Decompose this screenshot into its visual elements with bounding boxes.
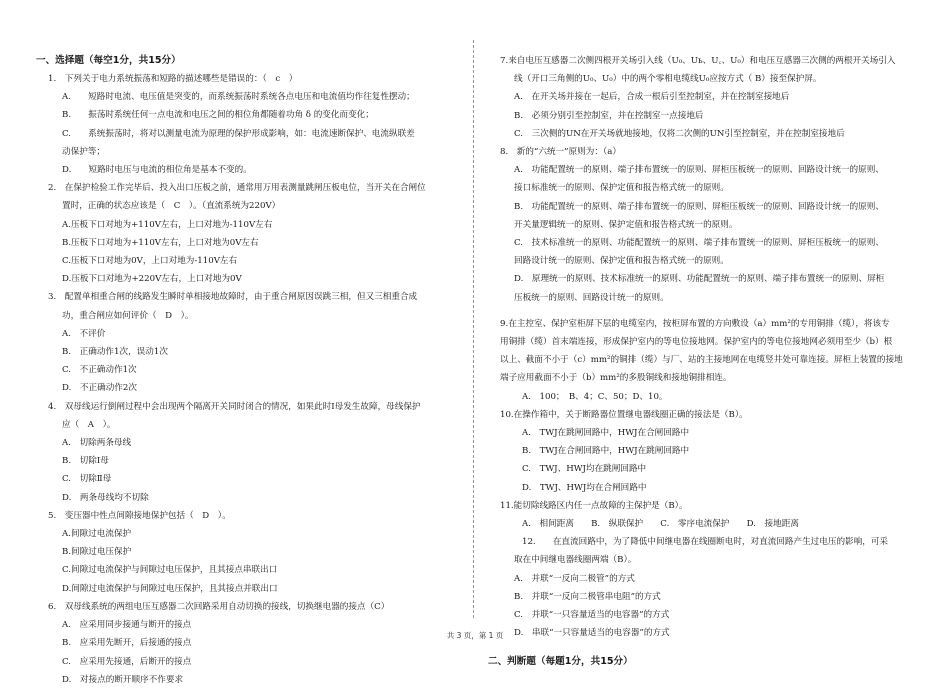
question-line: B.间隙过电压保护 [62,547,132,558]
column-divider [473,40,474,618]
question-line: A. 相间距离 B. 纵联保护 C. 零序电流保护 D. 接地距离 [522,519,799,530]
left-question-list [36,70,464,689]
question-line: A. 应采用同步接通与断开的接点 [62,620,192,631]
question-line: B.压板下口对地为+110V左右，上口对地为0V左右 [62,237,259,248]
question-line: B. 功能配置统一的原则、端子排布置统一的原则、屏柜压板统一的原则、回路设计统一的原则、 [514,201,884,212]
question-line: A. 不评价 [62,328,106,339]
question-line: D.间隙过电流保护与间隙过电压保护，且其接点并联出口 [62,583,278,594]
question-line: 用铜排（缆）首末端连接，形成保护室内的等电位接地网。保护室内的等电位接地网必须用至少（b）根 [500,337,893,348]
question-line: D. TWJ、HWJ均在合闸回路中 [522,482,647,493]
question-line: D. 两条母线均不切除 [62,492,149,503]
question-line: 8. 新的“六统一”原则为：（a） [500,147,621,158]
question-line: 置时，正确的状态应该是（ C ）。（直流系统为220V） [62,201,281,212]
question-line: C. TWJ、HWJ均在跳闸回路中 [522,464,647,475]
question-line: B. 应采用先断开，后接通的接点 [62,638,192,649]
question-line: 4. 双母线运行倒闸过程中会出现两个隔离开关同时闭合的情况，如果此时Ⅰ母发生故障，母线保护 [48,401,421,412]
question-line: B. 切除Ⅰ母 [62,456,109,467]
question-line: 12. 在直流回路中，为了降低中间继电器在线圈断电时，对直流回路产生过电压的影响，可采 [522,537,889,548]
question-line: 开关量逻辑统一的原则、保护定值和报告格式统一的原则。 [514,219,738,230]
question-line: A. 功能配置统一的原则、端子排布置统一的原则、屏柜压板统一的原则、回路设计统一的原则、 [514,165,884,176]
right-column [488,52,918,671]
question-line: 6. 双母线系统的两组电压互感器二次回路采用自动切换的接线，切换继电器的接点（C） [48,601,390,612]
question-line: A. 切除两条母线 [62,438,132,449]
question-line: D. 串联“一只容量适当的电容器”的方式 [514,628,670,639]
question-line: C. 应采用先接通，后断开的接点 [62,656,192,667]
question-line: 功，重合闸应如何评价（ D ）。 [62,310,194,321]
question-line: C. 不正确动作1次 [62,365,137,376]
section-title-choice: 一、选择题（每空1分，共15分） [36,55,181,66]
question-line: A. 在开关场并接在一起后，合成一根后引至控制室，并在控制室接地后 [514,92,790,103]
left-column [36,52,464,689]
question-line: 取在中间继电器线圈两端（B）。 [514,555,637,566]
question-line: 11.能切除线路区内任一点故障的主保护是（B）。 [500,500,688,511]
question-line: D. 原理统一的原则、技术标准统一的原则、功能配置统一的原则、端子排布置统一的原则、屏柜 [514,274,885,285]
question-line: B. TWJ在合闸回路中，HWJ在跳闸回路中 [522,446,690,457]
question-line: 线（开口三角侧的U₀、U₀）中的两个零相电缆线U₀应按方式（ B）接至保护屏。 [514,74,822,85]
question-line: 接口标准统一的原则、保护定值和报告格式统一的原则。 [514,183,729,194]
question-line: 回路设计统一的原则、保护定值和报告格式统一的原则。 [514,256,729,267]
question-line: D. 不正确动作2次 [62,383,137,394]
question-line: A. 100； B、4；C、50；D、10。 [522,391,668,402]
question-line: B. 正确动作1次，误动1次 [62,347,168,358]
question-line: A. 并联“一反向二极管”的方式 [514,573,635,584]
question-line: C. 系统振荡时，将对以测量电流为原理的保护形成影响，如：电流速断保护、电流纵联差 [62,128,415,139]
question-line: 3. 配置单相重合闸的线路发生瞬时单相接地故障时，由于重合闸原因误跳三相，但又三相重合成 [48,292,418,303]
question-line: D.压板下口对地为+220V左右，上口对地为0V [62,274,242,285]
question-line: 端子应用截面不小于（b）mm²的多股铜线和接地铜排相连。 [500,373,732,384]
question-line: A. TWJ在跳闸回路中，HWJ在合闸回路中 [522,428,690,439]
question-line: D. 短路时电压与电流的相位角是基本不变的。 [62,165,252,176]
question-line: C. 技术标准统一的原则、功能配置统一的原则、端子排布置统一的原则、屏柜压板统一的原则、 [514,238,884,249]
spacer [488,307,918,315]
question-line: C. 并联“一只容量适当的电容器”的方式 [514,610,670,621]
question-line: 5. 变压器中性点间隙接地保护包括（ D ）。 [48,510,231,521]
question-line: 动保护等； [62,146,105,157]
question-line: A.压板下口对地为+110V左右，上口对地为-110V左右 [62,219,273,230]
question-line: B. 振荡时系统任何一点电流和电压之间的相位角都随着功角 δ 的变化而变化； [62,110,374,121]
question-line: A. 短路时电流、电压值是突变的，而系统振荡时系统各点电压和电流值均作往复性摆动； [62,92,415,103]
question-line: C.间隙过电流保护与间隙过电压保护，且其接点串联出口 [62,565,278,576]
question-line: D. 对接点的断开顺序不作要求 [62,674,184,685]
question-line: A.间隙过电流保护 [62,529,132,540]
question-line: B. 并联“一反向二极管串电阻”的方式 [514,591,661,602]
question-line: C. 三次侧的UN在开关场就地接地，仅将二次侧的UN引至控制室，并在控制室接地后 [514,128,845,139]
question-line: 10.在操作箱中，关于断路器位置继电器线圈正确的接法是（B）。 [500,409,748,420]
question-line: 1. 下列关于电力系统振荡和短路的描述哪些是错误的：（ c ） [48,74,298,84]
right-question-list [488,52,918,643]
question-line: 压板统一的原则、回路设计统一的原则。 [514,292,669,303]
section-title-judgement: 二、判断题（每题1分，共15分） [488,655,633,667]
question-line: 9.在主控室、保护室柜屏下层的电缆室内，按柜屏布置的方向敷设（a）mm²的专用铜排（缆），将该专 [500,318,890,329]
question-line: 以上、截面不小于（c）mm²的铜排（缆）与厂、站的主接地网在电缆竖井处可靠连接。屏柜上装置的接地 [500,355,903,366]
question-line: 2. 在保护检验工作完毕后、投入出口压板之前，通常用万用表测量跳闸压板电位，当开关在合闸位 [48,183,426,194]
question-line: 7.来自电压互感器二次侧四根开关场引入线（U₀、Uь、U꜀、U₀）和电压互感器三次侧的两根开关场引入 [500,56,896,66]
page-footer: 共 3 页，第 1 页 [446,631,504,640]
question-line: C. 切除Ⅱ母 [62,474,112,485]
question-line: 应（ A ）。 [62,419,116,430]
question-line: B. 必须分别引至控制室，并在控制室一点接地后 [514,110,704,121]
question-line: C.压板下口对地为0V，上口对地为-110V左右 [62,256,238,267]
